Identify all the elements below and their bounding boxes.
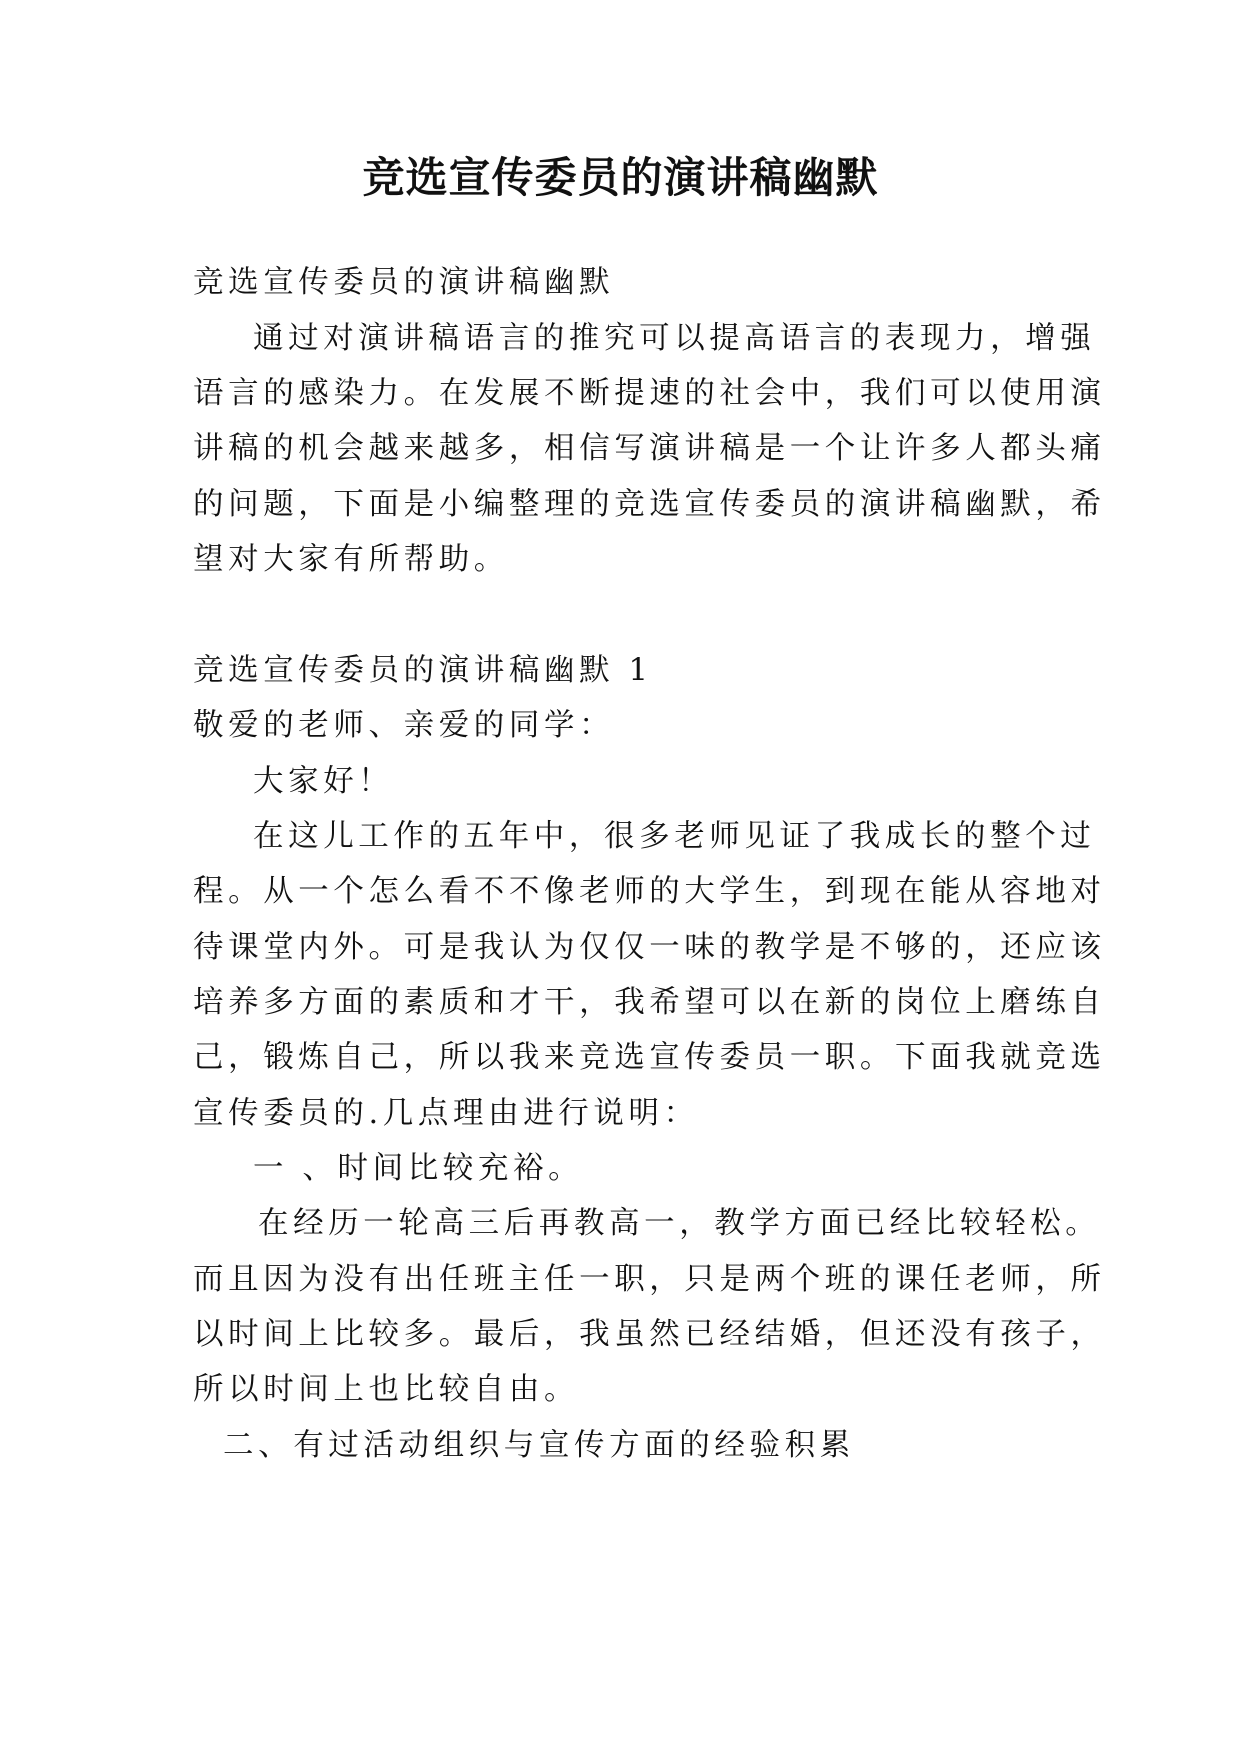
intro-line: 通过对演讲稿语言的推究可以提高语言的表现力，增强 (253, 321, 1096, 356)
intro-line: 的问题，下面是小编整理的竞选宣传委员的演讲稿幽默，希 (193, 487, 1106, 522)
body-line: 在这儿工作的五年中，很多老师见证了我成长的整个过 (253, 819, 1096, 854)
body-line: 培养多方面的素质和才干，我希望可以在新的岗位上磨练自 (193, 985, 1106, 1020)
list-item-heading: 二、有过活动组织与宣传方面的经验积累 (223, 1428, 855, 1463)
body-line: 己，锻炼自己，所以我来竞选宣传委员一职。下面我就竞选 (193, 1040, 1106, 1075)
body-line: 程。从一个怎么看不不像老师的大学生，到现在能从容地对 (193, 874, 1106, 909)
list-item-heading: 一 、时间比较充裕。 (253, 1151, 584, 1186)
document-title: 竞选宣传委员的演讲稿幽默 (362, 153, 879, 202)
subtitle-line: 竞选宣传委员的演讲稿幽默 (193, 265, 615, 300)
body-line: 而且因为没有出任班主任一职，只是两个班的课任老师，所 (193, 1262, 1106, 1297)
intro-line: 讲稿的机会越来越多，相信写演讲稿是一个让许多人都头痛 (193, 431, 1106, 466)
section-heading: 竞选宣传委员的演讲稿幽默 1 (193, 653, 653, 688)
body-line: 宣传委员的.几点理由进行说明： (193, 1096, 699, 1131)
intro-line: 望对大家有所帮助。 (193, 542, 509, 577)
salutation: 敬爱的老师、亲爱的同学： (193, 708, 615, 743)
intro-line: 语言的感染力。在发展不断提速的社会中，我们可以使用演 (193, 376, 1106, 411)
body-line: 以时间上比较多。最后，我虽然已经结婚，但还没有孩子， (193, 1317, 1106, 1352)
body-line: 在经历一轮高三后再教高一，教学方面已经比较轻松。 (258, 1206, 1101, 1241)
greeting: 大家好！ (253, 764, 394, 799)
body-line: 所以时间上也比较自由。 (193, 1372, 580, 1407)
body-line: 待课堂内外。可是我认为仅仅一味的教学是不够的，还应该 (193, 930, 1106, 965)
